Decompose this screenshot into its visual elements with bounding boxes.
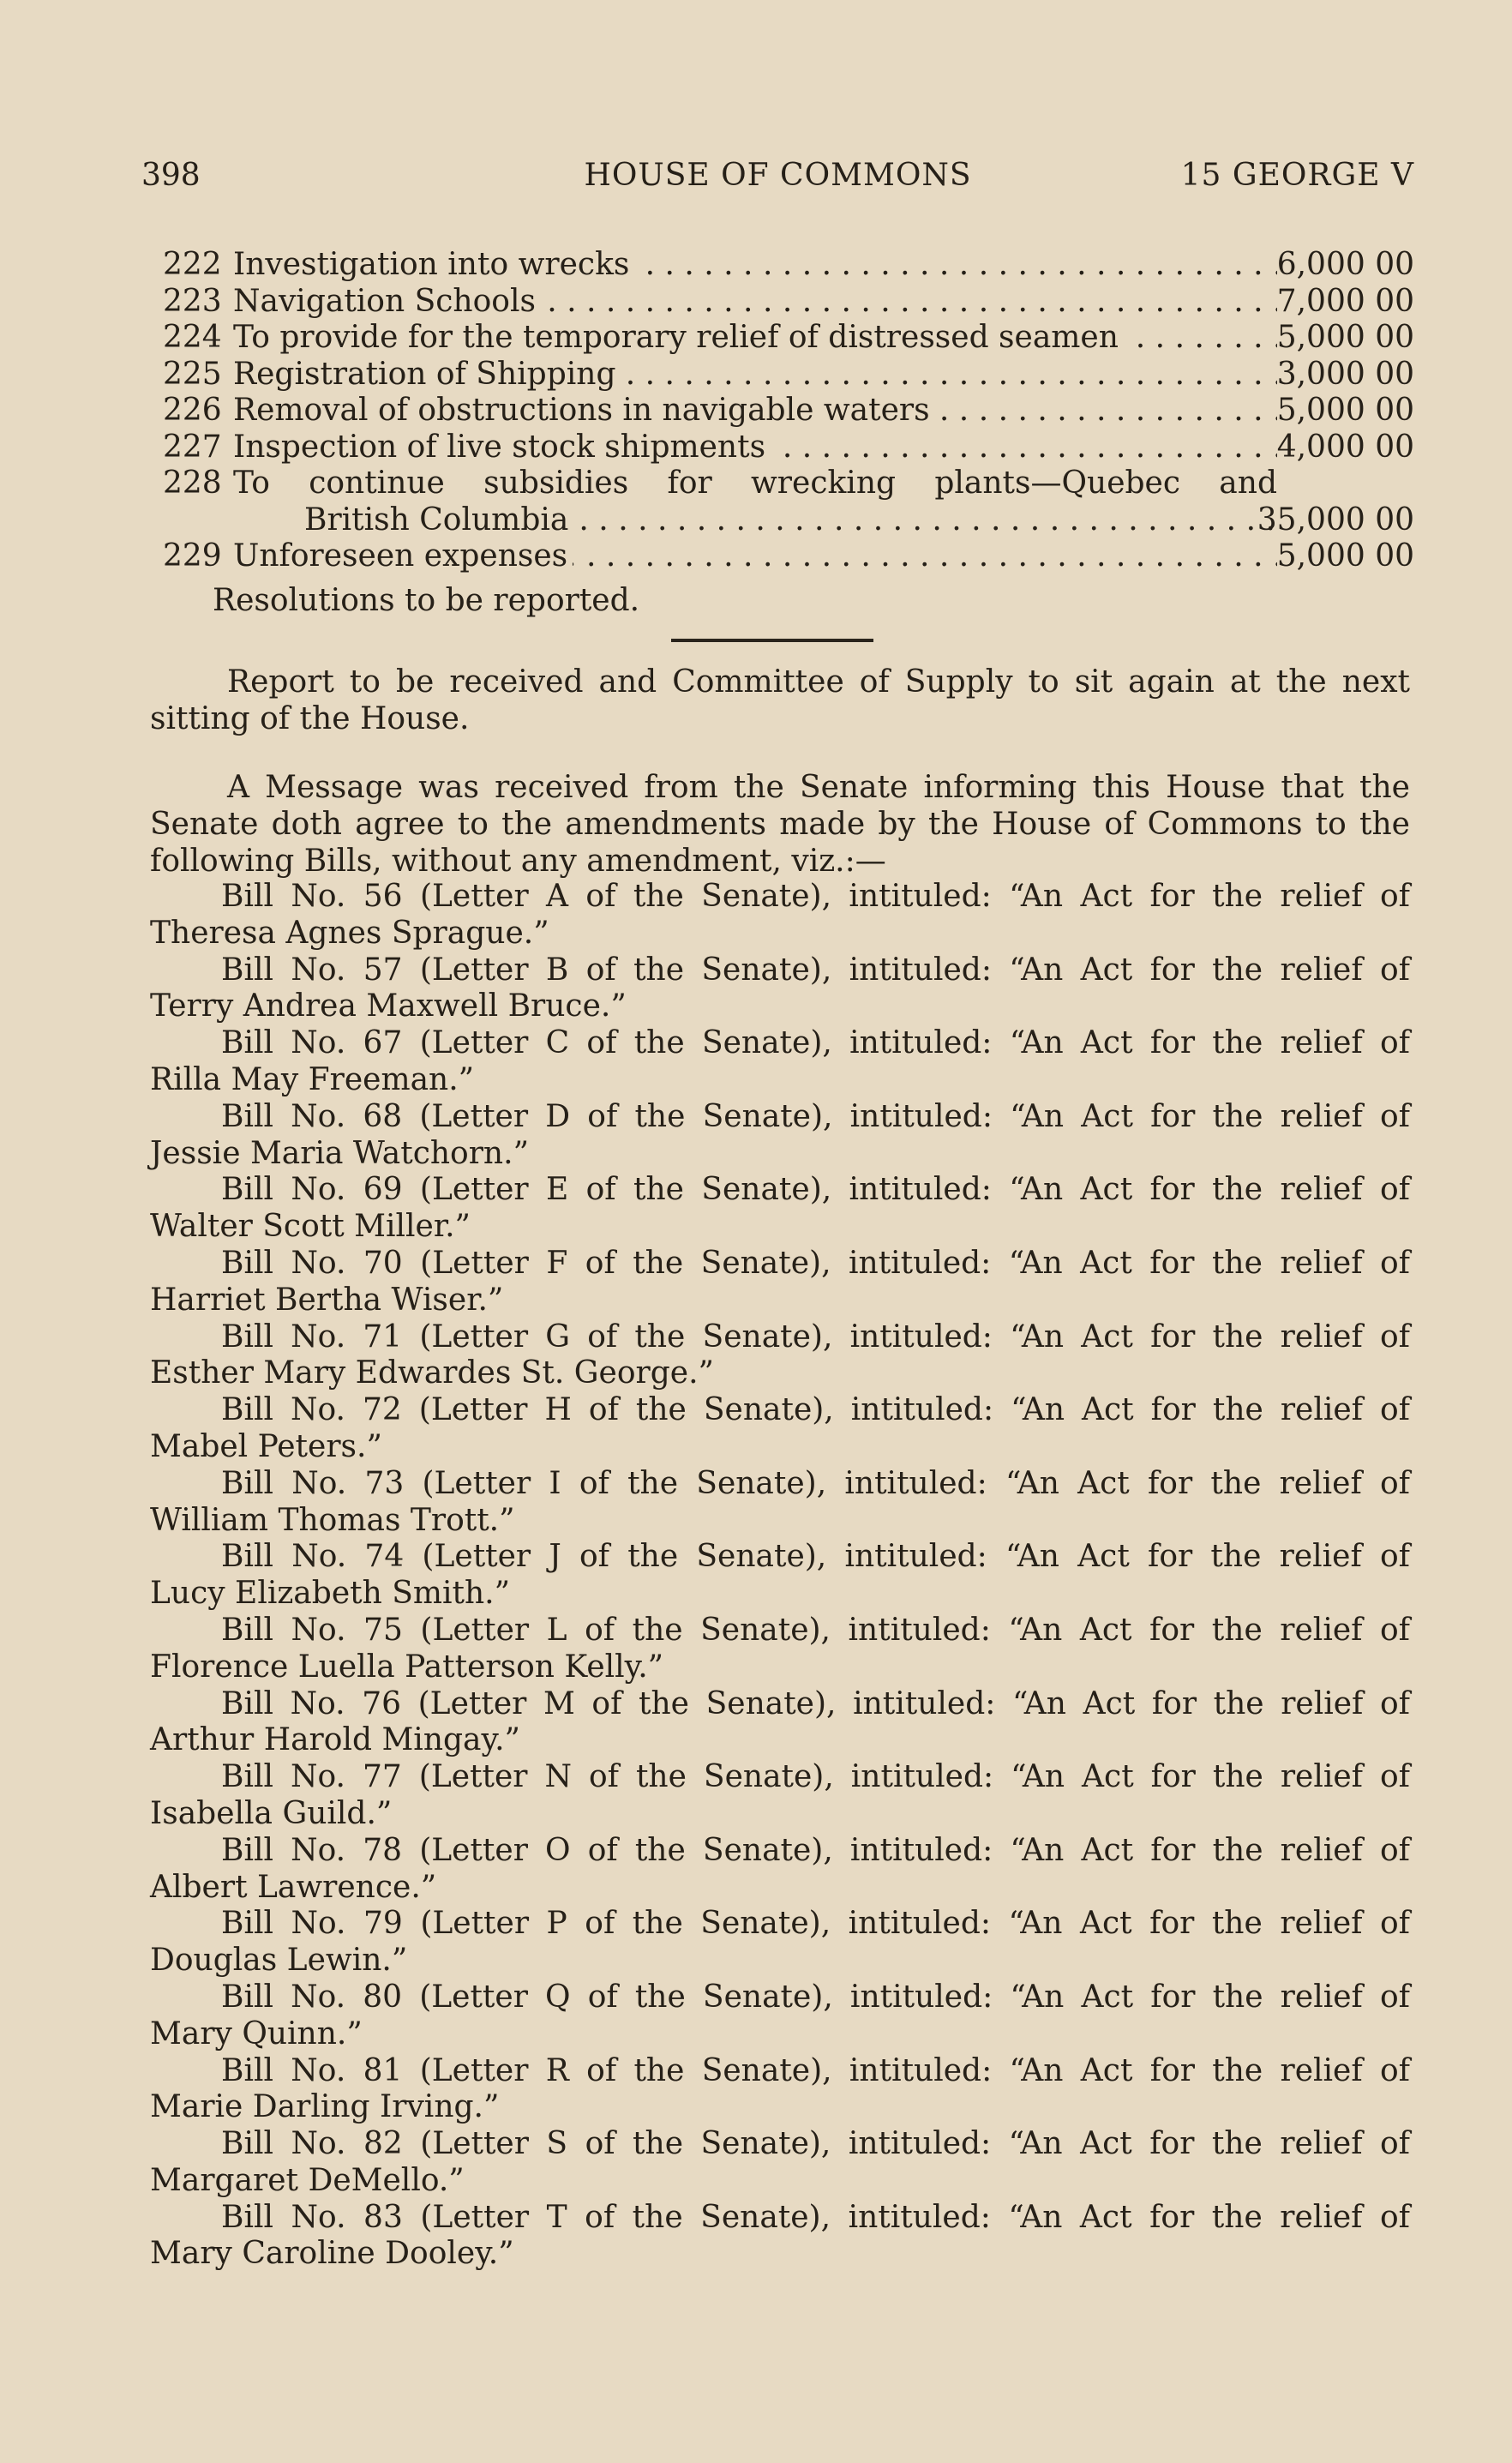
page-number: 398 [141, 158, 201, 193]
item-label: Unforeseen expenses . . . [233, 538, 1277, 575]
estimates-list [163, 247, 1414, 575]
section-divider [671, 639, 873, 642]
estimate-item [163, 538, 1414, 575]
bills-list [150, 879, 1410, 2273]
item-amount: 4,000 00 [1276, 429, 1414, 465]
item-number: 226 [163, 393, 222, 428]
estimate-item [163, 247, 1414, 284]
estimate-item [163, 284, 1414, 321]
item-number: 229 [163, 538, 222, 574]
item-label: To continue subsidies for wrecking plants—Quebec and [233, 466, 1277, 501]
bill-entry: Bill No. 77 (Letter N of the Senate), intituled: “An Act for the relief of Isabella Guild.” [150, 1759, 1410, 1831]
bill-entry: Bill No. 68 (Letter D of the Senate), intituled: “An Act for the relief of Jessie Maria Watchorn.” [150, 1098, 1410, 1171]
item-amount: 7,000 00 [1276, 283, 1414, 319]
bill-entry: Bill No. 69 (Letter E of the Senate), intituled: “An Act for the relief of Walter Scott Miller.” [150, 1172, 1410, 1245]
item-label: Inspection of live stock shipments . . . [233, 430, 1277, 466]
bill-entry: Bill No. 72 (Letter H of the Senate), intituled: “An Act for the relief of Mabel Peters.” [150, 1392, 1410, 1464]
item-label: Navigation Schools . . . [233, 284, 1277, 321]
bill-entry: Bill No. 74 (Letter J of the Senate), intituled: “An Act for the relief of Lucy Elizabeth Smith.” [150, 1539, 1410, 1612]
bill-entry: Bill No. 83 (Letter T of the Senate), intituled: “An Act for the relief of Mary Caroline Dooley.” [150, 2199, 1410, 2272]
estimate-item [163, 320, 1414, 357]
bill-entry: Bill No. 82 (Letter S of the Senate), intituled: “An Act for the relief of Margaret DeMello.” [150, 2126, 1410, 2198]
bill-entry: Bill No. 78 (Letter O of the Senate), intituled: “An Act for the relief of Albert Lawrence.” [150, 1832, 1410, 1905]
item-amount: 5,000 00 [1276, 320, 1414, 355]
item-number: 228 [163, 466, 222, 501]
bill-entry: Bill No. 70 (Letter F of the Senate), intituled: “An Act for the relief of Harriet Bertha Wiser.” [150, 1245, 1410, 1318]
item-label: To provide for the temporary relief of distressed seamen . . . [233, 320, 1277, 357]
item-number: 227 [163, 429, 222, 465]
page-title: HOUSE OF COMMONS [584, 158, 972, 193]
bill-entry: Bill No. 73 (Letter I of the Senate), intituled: “An Act for the relief of William Thomas Trott.” [150, 1465, 1410, 1538]
item-label: Registration of Shipping . . . [233, 357, 1277, 393]
bill-entry: Bill No. 81 (Letter R of the Senate), intituled: “An Act for the relief of Marie Darling Irving.” [150, 2052, 1410, 2125]
bill-entry: Bill No. 75 (Letter L of the Senate), intituled: “An Act for the relief of Florence Luella Patterson Kelly.” [150, 1612, 1410, 1685]
item-amount: 3,000 00 [1276, 356, 1414, 392]
item-number: 222 [163, 247, 222, 282]
resolutions-line: Resolutions to be reported. [213, 583, 640, 618]
estimate-item [163, 430, 1414, 466]
running-head [141, 154, 1414, 197]
bill-entry: Bill No. 56 (Letter A of the Senate), intituled: “An Act for the relief of Theresa Agnes Sprague.” [150, 879, 1410, 951]
item-number: 223 [163, 283, 222, 319]
bill-entry: Bill No. 80 (Letter Q of the Senate), intituled: “An Act for the relief of Mary Quinn.” [150, 1979, 1410, 2051]
senate-message-paragraph: A Message was received from the Senate informing this House that the Senate doth agree to the amendments made by the House of Commons to the following Bills, without any amendment, viz.:— [150, 770, 1410, 879]
item-number: 224 [163, 320, 222, 355]
item-amount: 5,000 00 [1276, 538, 1414, 574]
estimate-item [163, 357, 1414, 393]
bill-entry: Bill No. 57 (Letter B of the Senate), intituled: “An Act for the relief of Terry Andrea Maxwell Bruce.” [150, 952, 1410, 1024]
bill-entry: Bill No. 67 (Letter C of the Senate), intituled: “An Act for the relief of Rilla May Freeman.” [150, 1025, 1410, 1097]
report-paragraph: Report to be received and Committee of Supply to sit again at the next sitting of the House. [150, 664, 1410, 736]
item-amount: 5,000 00 [1276, 393, 1414, 428]
item-label: Removal of obstructions in navigable waters . . . [233, 393, 1277, 430]
item-label: Investigation into wrecks . . . [233, 247, 1277, 284]
estimate-item [163, 466, 1414, 538]
item-number: 225 [163, 356, 222, 392]
regnal-year: 15 GEORGE V [1180, 158, 1414, 193]
bill-entry: Bill No. 79 (Letter P of the Senate), intituled: “An Act for the relief of Douglas Lewin.” [150, 1906, 1410, 1979]
estimate-item [163, 393, 1414, 430]
bill-entry: Bill No. 71 (Letter G of the Senate), intituled: “An Act for the relief of Esther Mary Edwardes St. George.” [150, 1319, 1410, 1391]
item-label-continued: British Columbia . . . [304, 502, 1277, 539]
bill-entry: Bill No. 76 (Letter M of the Senate), intituled: “An Act for the relief of Arthur Harold Mingay.” [150, 1685, 1410, 1758]
item-amount: 35,000 00 [1257, 502, 1414, 538]
item-amount: 6,000 00 [1276, 247, 1414, 282]
